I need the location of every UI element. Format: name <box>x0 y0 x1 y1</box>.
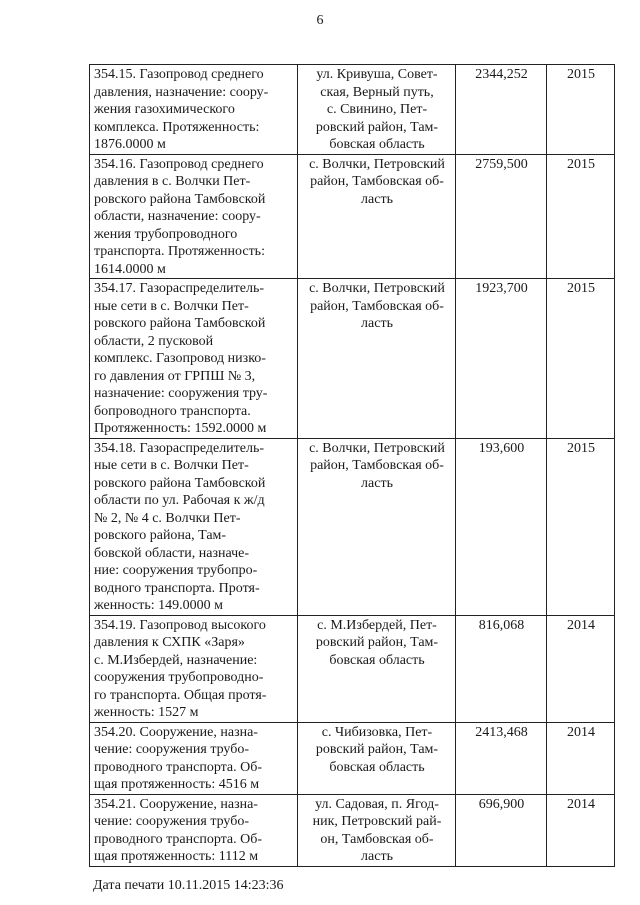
object-name-line: 354.20. Сооружение, назна- <box>94 724 258 740</box>
object-name-line: женность: 1527 м <box>94 705 199 720</box>
object-name-line: 1876.0000 м <box>94 137 166 152</box>
year-cell: 2015 <box>547 438 615 615</box>
location-line: он, Тамбовская об- <box>320 831 434 847</box>
object-name-line: водного транспорта. Протя- <box>94 580 260 596</box>
location-line: ская, Верный путь, <box>320 84 434 100</box>
location-line: район, Тамбовская об- <box>310 298 444 314</box>
object-name-line: ровского района, Там- <box>94 528 227 543</box>
location-line: ровский район, Там- <box>315 635 439 650</box>
location-line: ул. Садовая, п. Ягод- <box>315 796 439 812</box>
object-name-line: чение: сооружения трубо- <box>94 814 250 829</box>
object-name-line: области по ул. Рабочая к ж/д <box>94 493 265 508</box>
registry-table <box>89 64 615 867</box>
value-cell: 1923,700 <box>456 279 547 439</box>
location-line: ровский район, Там- <box>315 742 439 757</box>
value-cell: 696,900 <box>456 794 547 866</box>
object-name-line: проводного транспорта. Об- <box>94 759 263 775</box>
object-name-cell <box>90 279 298 439</box>
location-line: район, Тамбовская об- <box>310 458 444 473</box>
object-name-line: ные сети в с. Волчки Пет- <box>94 458 249 473</box>
year-cell: 2015 <box>547 279 615 439</box>
object-name-line: давления к СХПК «Заря» <box>94 635 245 650</box>
object-name-line: ние: сооружения трубопро- <box>94 563 258 578</box>
object-name-line: бовской области, назначе- <box>94 545 250 561</box>
object-name-line: давления в с. Волчки Пет- <box>94 174 251 189</box>
object-name-line: проводного транспорта. Об- <box>94 831 263 847</box>
location-line: ласть <box>361 849 393 864</box>
location-line: ласть <box>361 316 393 331</box>
object-name-line: ровского района Тамбовской <box>94 191 266 207</box>
object-name-line: комплекс. Газопровод низко- <box>94 351 266 366</box>
object-name-line: транспорта. Протяженность: <box>94 244 265 259</box>
location-cell <box>298 438 456 615</box>
table-row <box>90 279 615 439</box>
location-line: район, Тамбовская об- <box>310 174 444 189</box>
object-name-cell <box>90 794 298 866</box>
object-name-line: го транспорта. Общая протя- <box>94 687 267 703</box>
object-name-line: Протяженность: 1592.0000 м <box>94 421 267 436</box>
location-cell <box>298 615 456 722</box>
object-name-line: жения трубопроводного <box>94 226 238 242</box>
year-cell: 2015 <box>547 154 615 279</box>
location-line: ласть <box>361 191 393 207</box>
location-line: с. Волчки, Петровский <box>309 281 445 296</box>
location-line: бовская область <box>329 759 425 775</box>
location-cell <box>298 279 456 439</box>
object-name-line: с. М.Избердей, назначение: <box>94 652 258 668</box>
location-line: ник, Петровский рай- <box>312 814 442 829</box>
object-name-cell <box>90 615 298 722</box>
value-cell: 2759,500 <box>456 154 547 279</box>
location-line: с. Чибизовка, Пет- <box>321 724 433 740</box>
object-name-line: области, назначение: соору- <box>94 209 261 224</box>
print-date-footer: Дата печати 10.11.2015 14:23:36 <box>93 878 284 893</box>
location-line: бовская область <box>329 652 425 668</box>
object-name-line: № 2, № 4 с. Волчки Пет- <box>94 510 241 526</box>
object-name-line: области, 2 пусковой <box>94 333 214 349</box>
location-line: ровский район, Там- <box>315 119 439 135</box>
table-row <box>90 794 615 866</box>
table-row <box>90 722 615 794</box>
object-name-cell <box>90 154 298 279</box>
object-name-line: жения газохимического <box>94 102 235 117</box>
object-name-line: щая протяженность: 4516 м <box>94 777 260 792</box>
object-name-cell <box>90 722 298 794</box>
object-name-line: бопроводного транспорта. <box>94 403 251 419</box>
value-cell: 2344,252 <box>456 65 547 155</box>
registry-table-body <box>90 65 615 867</box>
location-cell <box>298 65 456 155</box>
location-line: с. Свинино, Пет- <box>326 102 428 117</box>
object-name-line: чение: сооружения трубо- <box>94 742 250 757</box>
object-name-line: сооружения трубопроводно- <box>94 670 264 685</box>
object-name-line: комплекса. Протяженность: <box>94 119 260 135</box>
object-name-line: 354.21. Сооружение, назна- <box>94 796 258 812</box>
location-line: с. Волчки, Петровский <box>309 440 445 456</box>
object-name-line: ровского района Тамбовской <box>94 475 266 491</box>
year-cell: 2014 <box>547 794 615 866</box>
object-name-line: назначение: сооружения тру- <box>94 386 268 401</box>
table-row <box>90 65 615 155</box>
value-cell: 193,600 <box>456 438 547 615</box>
year-cell: 2014 <box>547 615 615 722</box>
table-row <box>90 615 615 722</box>
location-line: ул. Кривуша, Совет- <box>316 67 438 82</box>
object-name-cell <box>90 438 298 615</box>
table-row <box>90 154 615 279</box>
object-name-line: щая протяженность: 1112 м <box>94 849 259 864</box>
object-name-line: ные сети в с. Волчки Пет- <box>94 298 249 314</box>
value-cell: 2413,468 <box>456 722 547 794</box>
object-name-cell <box>90 65 298 155</box>
object-name-line: 354.17. Газораспределитель- <box>94 281 265 296</box>
object-name-line: 354.19. Газопровод высокого <box>94 617 266 633</box>
object-name-line: 1614.0000 м <box>94 261 166 277</box>
location-cell <box>298 722 456 794</box>
object-name-line: 354.18. Газораспределитель- <box>94 440 265 456</box>
location-line: с. Волчки, Петровский <box>309 156 445 172</box>
object-name-line: женность: 149.0000 м <box>94 598 224 613</box>
location-line: с. М.Избердей, Пет- <box>317 617 437 633</box>
object-name-line: 354.16. Газопровод среднего <box>94 156 264 172</box>
location-line: бовская область <box>329 137 425 152</box>
object-name-line: го давления от ГРПШ № 3, <box>94 368 256 384</box>
value-cell: 816,068 <box>456 615 547 722</box>
object-name-line: 354.15. Газопровод среднего <box>94 67 264 82</box>
location-cell <box>298 794 456 866</box>
location-line: ласть <box>361 475 393 491</box>
year-cell: 2015 <box>547 65 615 155</box>
location-cell <box>298 154 456 279</box>
object-name-line: ровского района Тамбовской <box>94 316 266 331</box>
table-row <box>90 438 615 615</box>
page-number: 6 <box>316 13 324 28</box>
object-name-line: давления, назначение: соору- <box>94 84 269 100</box>
year-cell: 2014 <box>547 722 615 794</box>
